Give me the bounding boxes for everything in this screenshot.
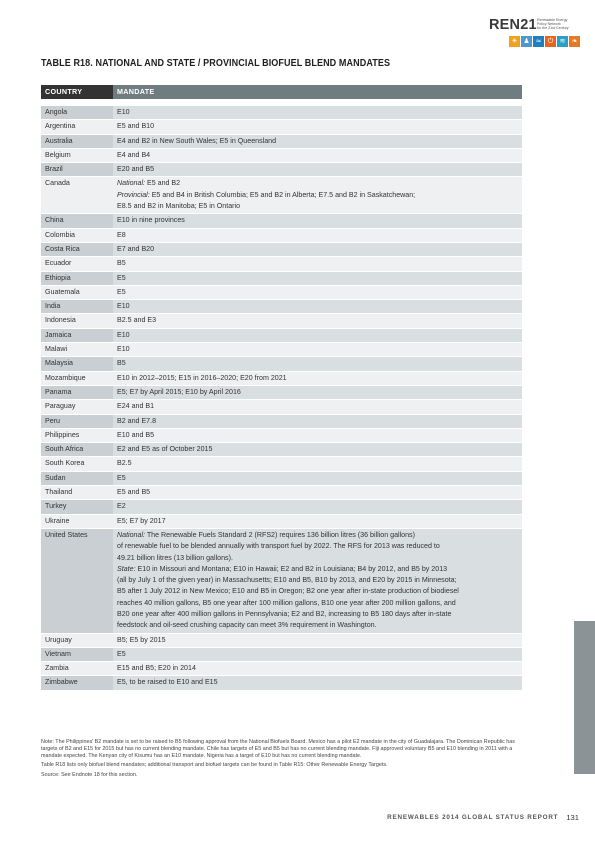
mandate-cell [113, 372, 522, 385]
country-cell: Belgium [41, 149, 113, 162]
mandate-line: E5 [117, 473, 126, 482]
mandate-cell [113, 229, 522, 242]
table-row [41, 243, 522, 257]
country-cell: China [41, 214, 113, 227]
page-number: 131 [566, 813, 579, 822]
mandate-line: E10 [117, 330, 130, 339]
table-row [41, 106, 522, 120]
mandate-cell [113, 648, 522, 661]
sun-icon [509, 36, 520, 47]
wind-icon-glyph: ≋ [559, 37, 566, 45]
table-row [41, 357, 522, 371]
table-row [41, 676, 522, 690]
mandate-cell [113, 386, 522, 399]
water-icon [533, 36, 544, 47]
ren21-logo [489, 17, 578, 51]
table-row [41, 372, 522, 386]
table-row [41, 500, 522, 514]
mandate-cell [113, 149, 522, 162]
mandate-line: E10 [117, 302, 130, 311]
table-row [41, 272, 522, 286]
country-cell: Malawi [41, 343, 113, 356]
country-cell: Paraguay [41, 400, 113, 413]
mandate-line: B5 after 1 July 2012 in New Mexico; E10 and B5 in Oregon; B2 one year after in-state production of biodiesel [117, 587, 459, 596]
country-cell: Ethiopia [41, 272, 113, 285]
table-row [41, 415, 522, 429]
mandate-line: of renewable fuel to be blended annually with transport fuel by 2022. The RFS for 2013 was reduced to [117, 542, 440, 551]
country-cell: Brazil [41, 163, 113, 176]
mandate-line: E5 and B10 [117, 122, 155, 131]
table-row [41, 214, 522, 228]
footer-report-title: RENEWABLES 2014 GLOBAL STATUS REPORT [387, 814, 559, 821]
mandate-line: B5 [117, 359, 126, 368]
note-reference: Table R18 lists only biofuel blend mandates; additional transport and biofuel targets can be found in Table R15: Other Renewable Energy Targets. [41, 762, 388, 769]
table-row [41, 135, 522, 149]
mandate-cell [113, 486, 522, 499]
country-cell: India [41, 300, 113, 313]
table-title: TABLE R18. NATIONAL AND STATE / PROVINCIAL BIOFUEL BLEND MANDATES [41, 57, 391, 69]
mandate-line: B2 and E7.8 [117, 416, 157, 425]
mandate-cell [113, 676, 522, 689]
leaf-icon-glyph: ❧ [571, 37, 578, 45]
person-icon [521, 36, 532, 47]
mandate-line: E24 and B1 [117, 402, 155, 411]
mandate-cell [113, 443, 522, 456]
mandate-line: B20 one year after 400 million gallons in Pennsylvania; E2 and B2, increasing to B5 180 days after in-state [117, 609, 452, 618]
mandate-line: B2.5 [117, 459, 132, 468]
mandate-line: reaches 40 million gallons, B5 one year after 100 million gallons, B10 one year after 200 million gallons, and [117, 598, 456, 607]
mandate-cell [113, 662, 522, 675]
logo-wordmark: REN21 [489, 17, 537, 33]
table-row [41, 486, 522, 500]
section-tab-marker [574, 621, 595, 774]
mandate-line: E2 [117, 502, 126, 511]
mandate-cell [113, 177, 522, 213]
mandate-line: E2 and E5 as of October 2015 [117, 445, 213, 454]
mandate-line: E8 [117, 230, 126, 239]
table-row [41, 515, 522, 529]
mandate-line: E5 [117, 287, 126, 296]
table-row [41, 286, 522, 300]
table-row [41, 314, 522, 328]
country-cell: Philippines [41, 429, 113, 442]
table-row [41, 229, 522, 243]
country-cell: Uruguay [41, 634, 113, 647]
mandate-line: E5 [117, 649, 126, 658]
table-row [41, 400, 522, 414]
country-cell: Zambia [41, 662, 113, 675]
mandate-line: National: E5 and B2 [117, 179, 181, 188]
logo-tagline: Renewable Energy Policy Network for the 21st Century [537, 18, 569, 31]
mandate-line: E5 [117, 273, 126, 282]
table-row [41, 443, 522, 457]
mandate-cell [113, 286, 522, 299]
mandate-line: 49.21 billion litres (13 billion gallons). [117, 553, 233, 562]
country-cell: Mozambique [41, 372, 113, 385]
mandate-line: National: The Renewable Fuels Standard 2 (RFS2) requires 136 billion litres (36 billion gallons) [117, 530, 415, 539]
mandate-cell [113, 457, 522, 470]
table-notes [41, 739, 522, 781]
table-row [41, 149, 522, 163]
sun-icon-glyph: ☀ [511, 37, 518, 45]
mandate-line: Provincial: E5 and B4 in British Columbia; E5 and B2 in Alberta; E7.5 and B2 in Saskatchewan; [117, 190, 416, 199]
table-row [41, 386, 522, 400]
mandate-cell [113, 634, 522, 647]
mandate-line: E15 and B5; E20 in 2014 [117, 664, 196, 673]
mandates-table [41, 85, 522, 691]
mandate-line: E5, to be raised to E10 and E15 [117, 678, 218, 687]
table-row [41, 648, 522, 662]
mandate-cell [113, 329, 522, 342]
country-cell: Malaysia [41, 357, 113, 370]
mandate-line: E4 and B2 in New South Wales; E5 in Queensland [117, 136, 277, 145]
country-cell: Ecuador [41, 257, 113, 270]
table-header [41, 85, 522, 99]
mandate-cell [113, 515, 522, 528]
mandate-cell [113, 163, 522, 176]
mandate-cell [113, 214, 522, 227]
mandate-line: E10 [117, 108, 130, 116]
table-row [41, 429, 522, 443]
table-row [41, 662, 522, 676]
country-cell: Thailand [41, 486, 113, 499]
mandate-line: (all by July 1 of the given year) in Massachusetts; E10 and B5, B10 by 2013, and E20 by 2015 in Minnesota; [117, 576, 457, 585]
mandate-line: B5 [117, 259, 126, 268]
mandate-line: E10 in 2012–2015; E15 in 2016–2020; E20 from 2021 [117, 373, 287, 382]
country-cell: Ukraine [41, 515, 113, 528]
mandate-cell [113, 135, 522, 148]
table-row [41, 634, 522, 648]
mandate-cell [113, 472, 522, 485]
note-text: Note: The Philippines' B2 mandate is set to be raised to B5 following approval from the National Biofuels Board. Mexico has a pilot E2 mandate in the city of Guadalajara. The Dominican Republic has targets of B2 and E15 for 2015 but has no current blending mandate. Chile has targets of E5 and B5 but has no current blending mandate. Fiji approved voluntary B5 and E10 blending in 2011 with a mandate expected. The Kenyan city of Kisumu has an E10 mandate. Nigeria has a target of E10 but has no current blending mandate. [41, 739, 515, 760]
mandate-line: E5; E7 by April 2015; E10 by April 2016 [117, 387, 241, 396]
header-country: COUNTRY [45, 87, 83, 96]
page-footer [387, 813, 579, 822]
mandate-cell [113, 529, 522, 633]
country-cell: Sudan [41, 472, 113, 485]
mandate-line: B2.5 and E3 [117, 316, 157, 325]
country-cell: Peru [41, 415, 113, 428]
country-cell: Vietnam [41, 648, 113, 661]
country-cell: Zimbabwe [41, 676, 113, 689]
mandate-line: E10 and B5 [117, 430, 155, 439]
country-cell: Canada [41, 177, 113, 213]
mandate-line: E7 and B20 [117, 244, 155, 253]
mandate-line: E10 in nine provinces [117, 216, 185, 225]
table-body [41, 106, 522, 691]
water-icon-glyph: ≈ [535, 37, 542, 45]
country-cell: South Korea [41, 457, 113, 470]
table-row [41, 329, 522, 343]
country-cell: Indonesia [41, 314, 113, 327]
mandate-cell [113, 257, 522, 270]
country-cell: United States [41, 529, 113, 633]
logo-icon-row [509, 36, 580, 47]
mandate-cell [113, 343, 522, 356]
mandate-line: E4 and B4 [117, 150, 151, 159]
country-cell: Colombia [41, 229, 113, 242]
mandate-cell [113, 314, 522, 327]
country-cell: Guatemala [41, 286, 113, 299]
mandate-cell [113, 415, 522, 428]
country-cell: Panama [41, 386, 113, 399]
table-row [41, 343, 522, 357]
power-icon-glyph: ⏻ [547, 37, 554, 45]
mandate-cell [113, 500, 522, 513]
country-cell: Jamaica [41, 329, 113, 342]
note-source: Source: See Endnote 18 for this section. [41, 771, 138, 778]
mandate-cell [113, 120, 522, 133]
mandate-cell [113, 272, 522, 285]
table-row [41, 529, 522, 634]
table-row [41, 120, 522, 134]
table-row [41, 177, 522, 214]
mandate-line: E5 and B5 [117, 488, 151, 497]
header-mandate: MANDATE [113, 85, 522, 99]
country-cell: Argentina [41, 120, 113, 133]
mandate-cell [113, 300, 522, 313]
country-cell: Angola [41, 106, 113, 119]
table-row [41, 257, 522, 271]
mandate-cell [113, 243, 522, 256]
wind-icon [557, 36, 568, 47]
mandate-line: State: E10 in Missouri and Montana; E10 in Hawaii; E2 and B2 in Louisiana; B4 by 2012, and B5 by 2013 [117, 564, 448, 573]
mandate-cell [113, 400, 522, 413]
country-cell: Australia [41, 135, 113, 148]
mandate-line: E8.5 and B2 in Manitoba; E5 in Ontario [117, 202, 241, 211]
power-icon [545, 36, 556, 47]
mandate-cell [113, 357, 522, 370]
mandate-line: E20 and B5 [117, 165, 155, 174]
country-cell: South Africa [41, 443, 113, 456]
country-cell: Costa Rica [41, 243, 113, 256]
mandate-line: B5; E5 by 2015 [117, 635, 166, 644]
mandate-cell [113, 429, 522, 442]
person-icon-glyph: ♟ [523, 37, 530, 45]
mandate-cell [113, 106, 522, 119]
table-row [41, 163, 522, 177]
mandate-line: E5; E7 by 2017 [117, 516, 166, 525]
country-cell: Turkey [41, 500, 113, 513]
mandate-line: E10 [117, 345, 130, 354]
table-row [41, 300, 522, 314]
table-row [41, 457, 522, 471]
leaf-icon [569, 36, 580, 47]
mandate-line: feedstock and oil-seed crushing capacity can meet 3% requirement in Washington. [117, 621, 377, 630]
table-row [41, 472, 522, 486]
